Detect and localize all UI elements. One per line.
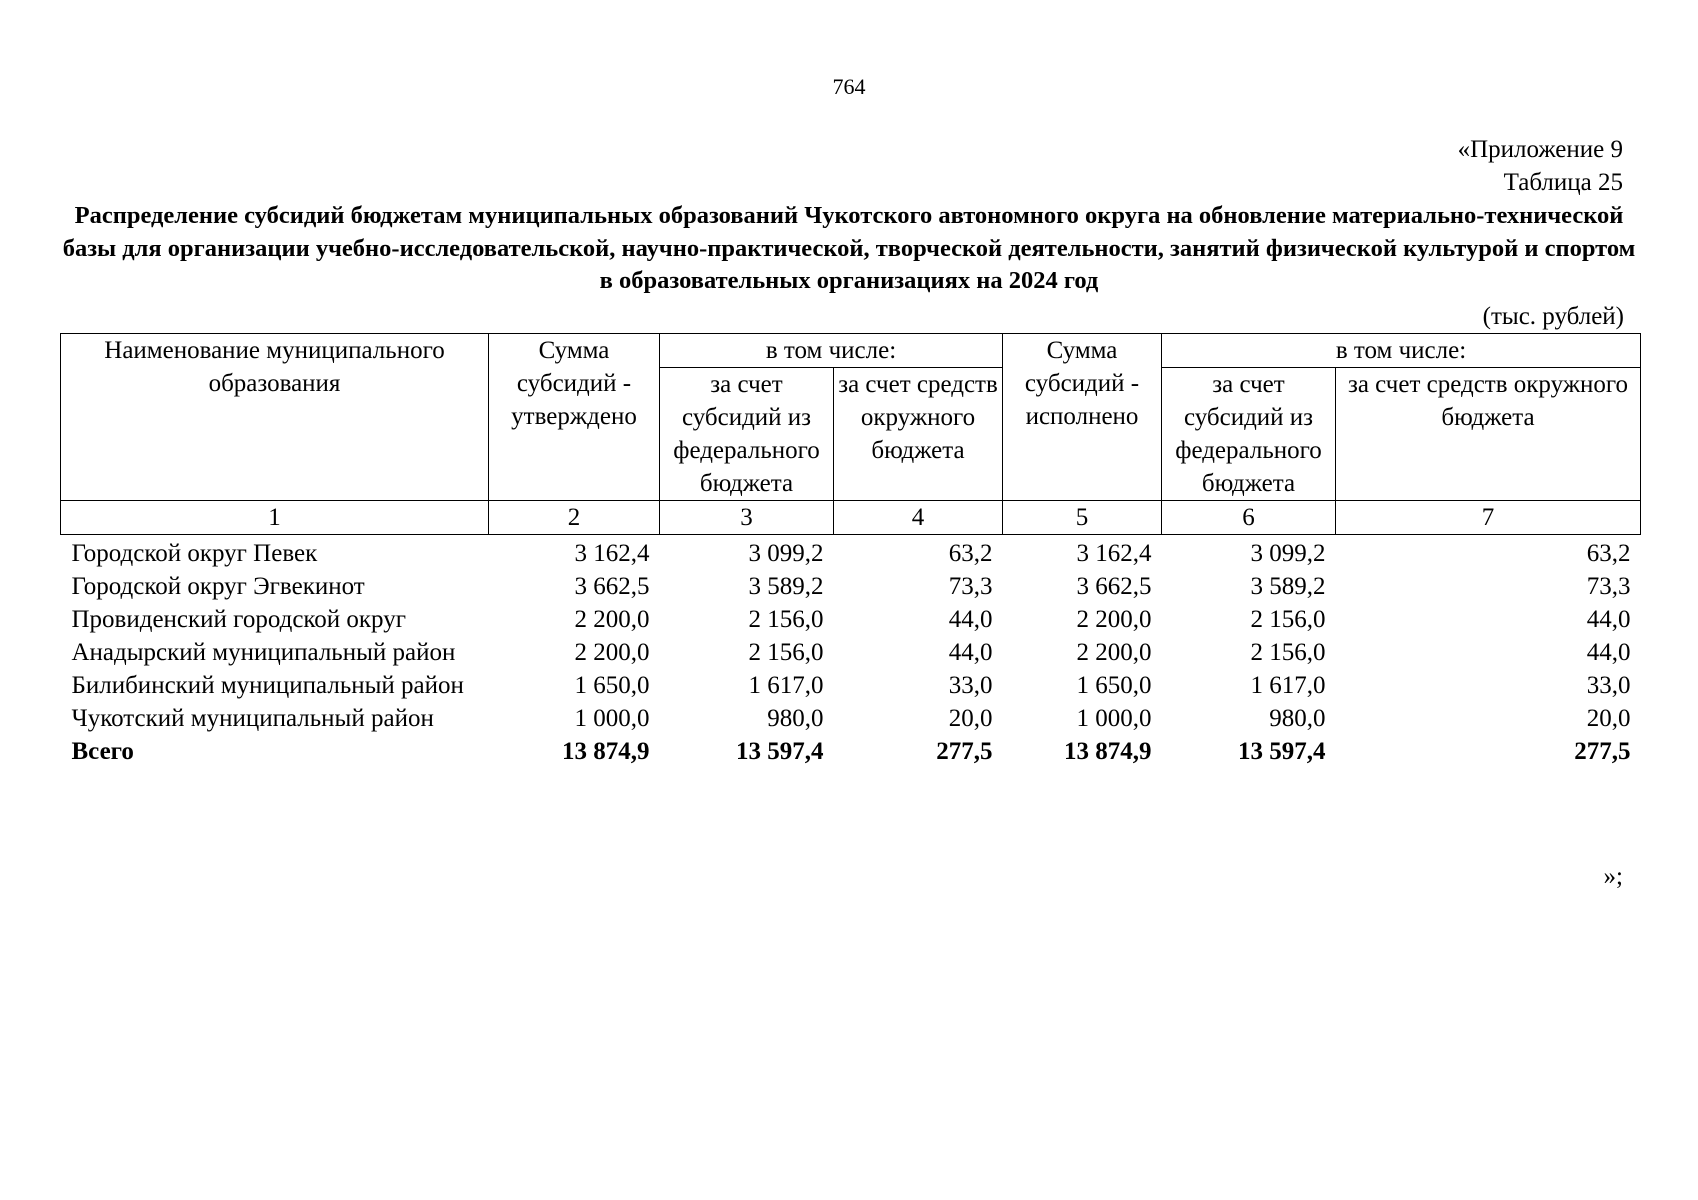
approved-federal: 2 156,0 xyxy=(748,639,824,666)
column-number: 6 xyxy=(1162,501,1336,535)
municipality-name: Билибинский муниципальный район xyxy=(71,672,464,699)
executed-federal: 2 156,0 xyxy=(1250,606,1326,633)
executed-district: 63,2 xyxy=(1586,540,1631,567)
total-approved-federal: 13 597,4 xyxy=(736,738,824,765)
executed-total: 1 000,0 xyxy=(1076,705,1152,732)
approved-district: 20,0 xyxy=(948,705,993,732)
subsidy-table xyxy=(60,333,1641,768)
approved-district: 44,0 xyxy=(948,639,993,666)
approved-federal: 2 156,0 xyxy=(748,606,824,633)
header-approved: Сумма субсидий - утверждено xyxy=(489,334,660,501)
executed-total: 2 200,0 xyxy=(1076,639,1152,666)
column-number: 1 xyxy=(61,501,489,535)
total-executed-federal: 13 597,4 xyxy=(1238,738,1326,765)
executed-total: 2 200,0 xyxy=(1076,606,1152,633)
approved-total: 3 662,5 xyxy=(574,573,650,600)
column-number: 7 xyxy=(1336,501,1641,535)
executed-total: 3 662,5 xyxy=(1076,573,1152,600)
table-row xyxy=(61,603,1641,636)
column-number: 3 xyxy=(660,501,834,535)
table-label: Таблица 25 xyxy=(1503,169,1623,196)
executed-federal: 3 589,2 xyxy=(1250,573,1326,600)
total-executed: 13 874,9 xyxy=(1064,738,1152,765)
column-number: 2 xyxy=(489,501,660,535)
municipality-name: Провиденский городской округ xyxy=(71,606,406,633)
total-label: Всего xyxy=(71,738,134,765)
executed-total: 3 162,4 xyxy=(1076,540,1152,567)
units-label: (тыс. рублей) xyxy=(1482,303,1624,330)
page-number: 764 xyxy=(832,74,866,99)
total-approved-district: 277,5 xyxy=(936,738,993,765)
table-row xyxy=(61,570,1641,603)
executed-federal: 2 156,0 xyxy=(1250,639,1326,666)
executed-district: 20,0 xyxy=(1586,705,1631,732)
header-executed: Сумма субсидий - исполнено xyxy=(1003,334,1162,501)
column-number: 4 xyxy=(834,501,1003,535)
approved-district: 63,2 xyxy=(948,540,993,567)
approved-federal: 3 589,2 xyxy=(748,573,824,600)
header-district-approved: за счет средств окружного бюджета xyxy=(834,368,1003,501)
municipality-name: Чукотский муниципальный район xyxy=(71,705,434,732)
header-federal-approved: за счет субсидий из федерального бюджета xyxy=(660,368,834,501)
appendix-label: «Приложение 9 xyxy=(1457,136,1623,163)
appendix-header xyxy=(1458,133,1623,199)
executed-total: 1 650,0 xyxy=(1076,672,1152,699)
column-number-row xyxy=(61,501,1641,535)
approved-total: 2 200,0 xyxy=(574,639,650,666)
executed-federal: 980,0 xyxy=(1269,705,1326,732)
approved-federal: 1 617,0 xyxy=(748,672,824,699)
approved-federal: 3 099,2 xyxy=(748,540,824,567)
table-row xyxy=(61,702,1641,735)
approved-total: 2 200,0 xyxy=(574,606,650,633)
header-federal-executed: за счет субсидий из федерального бюджета xyxy=(1162,368,1336,501)
table-row xyxy=(61,636,1641,669)
total-row xyxy=(61,735,1641,768)
executed-federal: 1 617,0 xyxy=(1250,672,1326,699)
header-including-executed: в том числе: xyxy=(1162,334,1641,368)
header-district-executed: за счет средств окружного бюджета xyxy=(1336,368,1641,501)
table-row xyxy=(61,669,1641,702)
approved-total: 1 000,0 xyxy=(574,705,650,732)
total-approved: 13 874,9 xyxy=(562,738,650,765)
approved-total: 3 162,4 xyxy=(574,540,650,567)
approved-district: 73,3 xyxy=(948,573,993,600)
approved-district: 33,0 xyxy=(948,672,993,699)
header-including-approved: в том числе: xyxy=(660,334,1003,368)
municipality-name: Городской округ Певек xyxy=(71,540,318,567)
municipality-name: Городской округ Эгвекинот xyxy=(71,573,365,600)
closing-quote: »; xyxy=(1603,863,1623,890)
executed-district: 73,3 xyxy=(1586,573,1631,600)
executed-district: 33,0 xyxy=(1586,672,1631,699)
header-municipality: Наименование муниципального образования xyxy=(61,334,489,501)
municipality-name: Анадырский муниципальный район xyxy=(71,639,456,666)
executed-district: 44,0 xyxy=(1586,606,1631,633)
approved-total: 1 650,0 xyxy=(574,672,650,699)
executed-federal: 3 099,2 xyxy=(1250,540,1326,567)
total-executed-district: 277,5 xyxy=(1574,738,1631,765)
document-title: Распределение субсидий бюджетам муниципальных образований Чукотского автономного округа на обновление материально-технической базы для организации учебно-исследовательской, научно-практической, творческой деятельности, занятий физической культурой и спортом в образовательных организациях на 2024 год xyxy=(62,202,1636,294)
approved-federal: 980,0 xyxy=(767,705,824,732)
approved-district: 44,0 xyxy=(948,606,993,633)
table-row xyxy=(61,535,1641,571)
executed-district: 44,0 xyxy=(1586,639,1631,666)
column-number: 5 xyxy=(1003,501,1162,535)
